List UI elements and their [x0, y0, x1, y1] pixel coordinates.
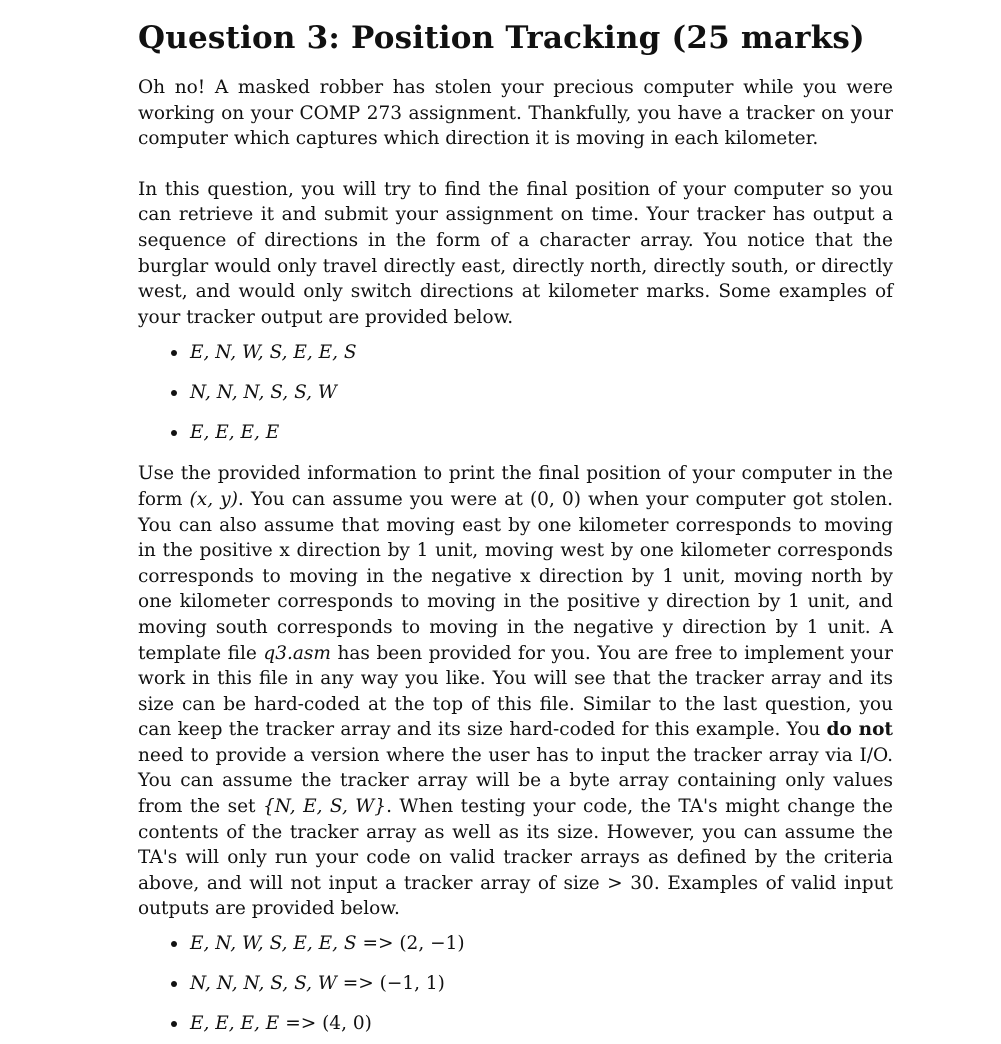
example-input: N, N, N, S, S, W	[190, 973, 337, 995]
text-span: . You can assume you were at	[237, 488, 530, 510]
text-span: when your computer got stolen. You can also assume that moving east by one kilometer corresponds to moving in the positive x direction by 1 unit, moving west by one kilometer corresponds corresponds to moving in the negative x direction by 1 unit, moving north by one kilometer corresponds to moving in the positive y direction by 1 unit, and moving south corresponds to moving in the negative y direction by 1 unit. A template file	[138, 488, 893, 664]
list-item	[138, 1004, 893, 1044]
task-paragraph: In this question, you will try to find the final position of your computer so you can retrieve it and submit your assignment on time. Your tracker has output a sequence of directions in the form of a character array. You notice that the burglar would only travel directly east, directly north, directly south, or directly west, and would only switch directions at kilometer marks. Some examples of your tracker output are provided below.	[138, 178, 893, 328]
template-filename: q3.asm	[263, 642, 331, 664]
example-output: (2, −1)	[399, 933, 465, 955]
tracker-examples-list	[138, 333, 893, 453]
emphasis-do-not: do not	[826, 719, 893, 741]
example-input: E, N, W, S, E, E, S	[190, 933, 357, 955]
math-xy: (x, y)	[189, 488, 238, 510]
arrow: =>	[356, 933, 400, 955]
math-origin: (0, 0)	[529, 488, 581, 510]
question-title: Question 3: Position Tracking (25 marks)	[138, 20, 865, 56]
list-item: E, E, E, E	[138, 413, 893, 453]
text-span: Use the provided information to print the final position of your computer in the form	[138, 463, 893, 510]
list-item	[138, 924, 893, 964]
document-page	[138, 18, 893, 1044]
arrow: =>	[336, 973, 380, 995]
example-input: E, E, E, E	[190, 1013, 280, 1035]
list-item: N, N, N, S, S, W	[138, 373, 893, 413]
input-output-examples-list	[138, 924, 893, 1044]
example-output: (4, 0)	[322, 1013, 372, 1035]
text-span: need to provide a version where the user has to input the tracker array via I/O. You can assume the tracker array will be a byte array containing only values from the set	[138, 744, 893, 818]
math-direction-set: {N, E, S, W}	[262, 796, 387, 818]
instructions-paragraph	[138, 461, 893, 922]
example-output: (−1, 1)	[379, 973, 445, 995]
list-item	[138, 964, 893, 1004]
arrow: =>	[279, 1013, 323, 1035]
text-span: has been provided for you. You are free to implement your work in this file in any way you like. You will see that the tracker array and its size can be hard-coded at the top of this file. Similar to the last question, you can keep the tracker array and its size hard-coded for this example. You	[138, 642, 894, 741]
intro-paragraph: Oh no! A masked robber has stolen your precious computer while you were working on your COMP 273 assignment. Thankfully, you have a tracker on your computer which captures which direction it is moving in each kilometer.	[138, 77, 893, 150]
text-span: . When testing your code, the TA's might change the contents of the tracker array as well as its size. However, you can assume the TA's will only run your code on valid tracker arrays as defined by the criteria above, and will not input a tracker array of size > 30. Examples of valid input outputs are provided below.	[138, 796, 893, 920]
list-item: E, N, W, S, E, E, S	[138, 333, 893, 373]
